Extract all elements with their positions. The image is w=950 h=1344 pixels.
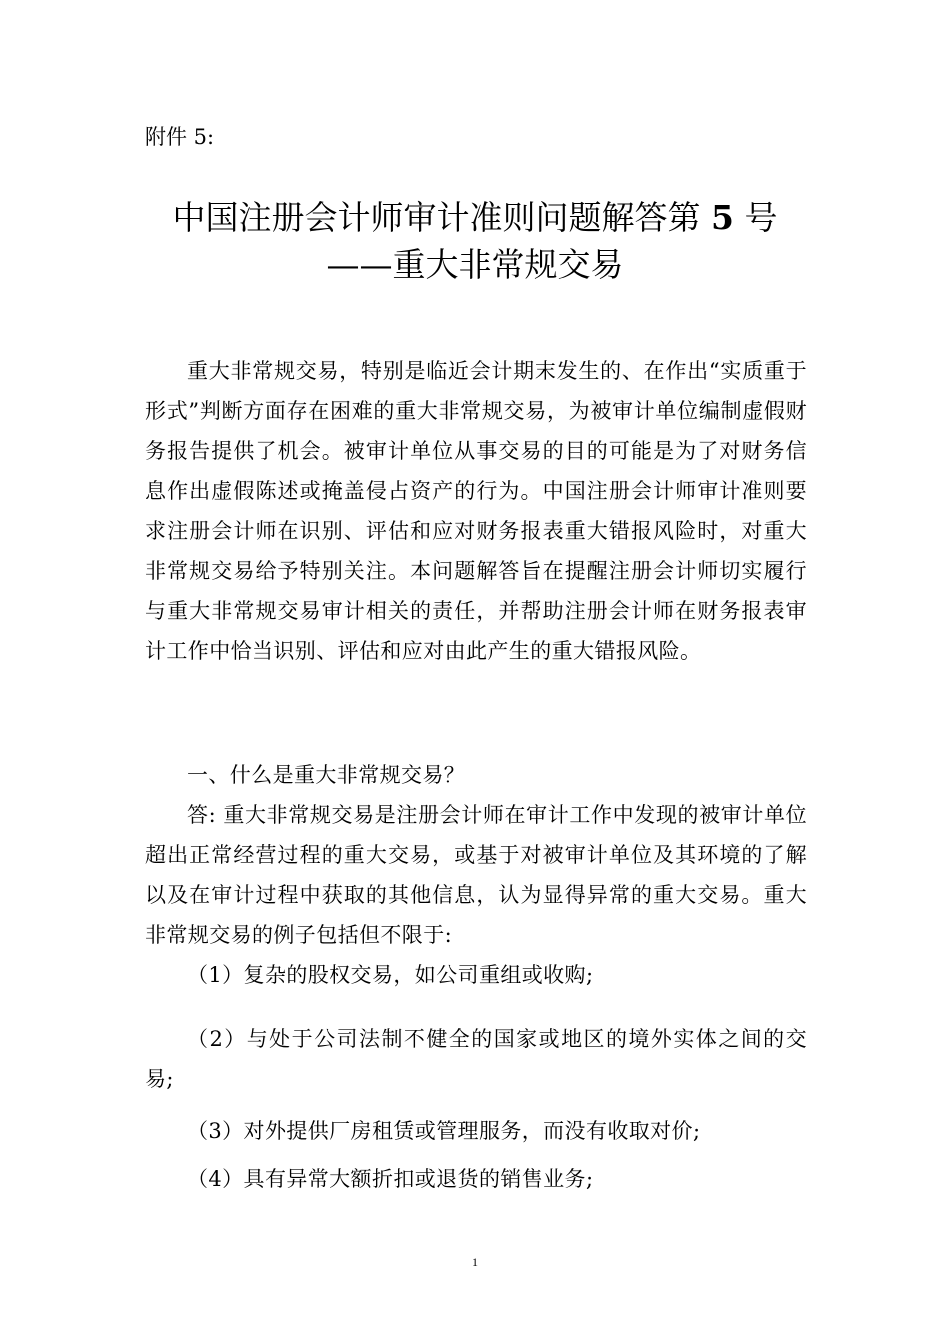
intro-paragraph: 重大非常规交易，特别是临近会计期末发生的、在作出“实质重于形式”判断方面存在困难的重大非常规交易，为被审计单位编制虚假财务报告提供了机会。被审计单位从事交易的目的可能是为了对财务信息作出虚假陈述或掩盖侵占资产的行为。中国注册会计师审计准则要求注册会计师在识别、评估和应对财务报表重大错报风险时，对重大非常规交易给予特别关注。本问题解答旨在提醒注册会计师切实履行与重大非常规交易审计相关的责任，并帮助注册会计师在财务报表审计工作中恰当识别、评估和应对由此产生的重大错报风险。	[145, 359, 807, 663]
title-suffix: 号	[744, 198, 778, 237]
title-number: 5	[711, 198, 734, 237]
example-item-1: （1）复杂的股权交易，如公司重组或收购;	[187, 963, 594, 987]
page-number: 1	[472, 1255, 478, 1269]
example-item-3: （3）对外提供厂房租赁或管理服务，而没有收取对价;	[187, 1119, 701, 1143]
question-heading-1: 一、什么是重大非常规交易？	[187, 763, 466, 787]
attachment-label: 附件 5:	[145, 125, 215, 149]
document-title-line-1	[145, 195, 805, 241]
example-item-4: （4）具有异常大额折扣或退货的销售业务;	[187, 1167, 594, 1191]
document-title-line-2: ——重大非常规交易	[326, 245, 624, 284]
example-item-2: （2）与处于公司法制不健全的国家或地区的境外实体之间的交易;	[145, 1027, 807, 1091]
title-text: 中国注册会计师审计准则问题解答第	[172, 198, 701, 237]
answer-paragraph-1: 答: 重大非常规交易是注册会计师在审计工作中发现的被审计单位超出正常经营过程的重大交易，或基于对被审计单位及其环境的了解以及在审计过程中获取的其他信息，认为显得异常的重大交易。重大非常规交易的例子包括但不限于:	[145, 803, 807, 947]
